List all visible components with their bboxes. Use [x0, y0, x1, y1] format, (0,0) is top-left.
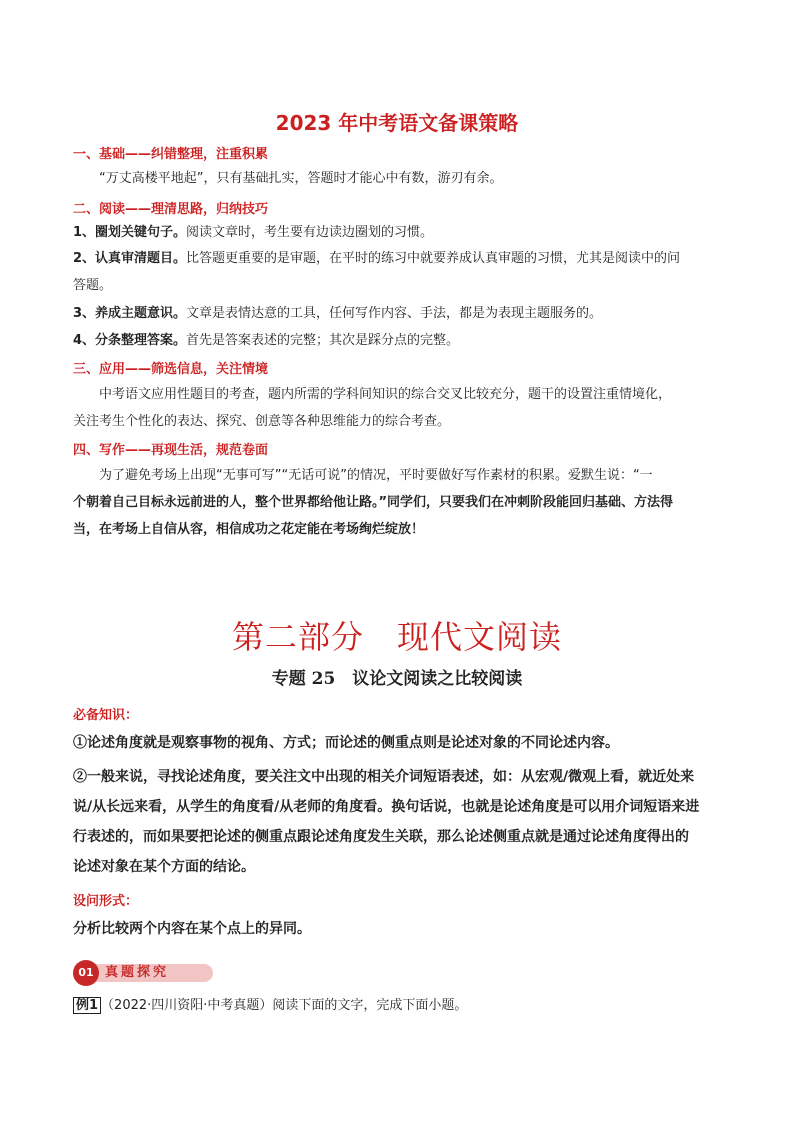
section-badge	[73, 960, 213, 986]
reading-item-2-continued: 答题。	[73, 278, 113, 293]
writing-line-2: 个朝着自己目标永远前进的人，整个世界都给他让路。”同学们，只要我们在冲刺阶段能回归基础、方法得	[73, 495, 674, 510]
knowledge-point-2-line-3: 行表述的，而如果要把论述的侧重点跟论述角度发生关联，那么论述侧重点就是通过论述角度得出的	[73, 829, 689, 845]
example-source: （2022·四川资阳·中考真题）	[101, 998, 273, 1013]
badge-label: 真题探究	[95, 964, 213, 982]
question-form-text: 分析比较两个内容在某个点上的异同。	[73, 921, 311, 937]
document-title: 2023 年中考语文备课策略	[275, 111, 519, 135]
reading-item-1	[73, 223, 433, 243]
section-heading-application: 三、应用——筛选信息，关注情境	[73, 362, 269, 377]
reading-item-text: 比答题更重要的是审题，在平时的练习中就要养成认真审题的习惯，尤其是阅读中的问	[186, 251, 681, 266]
writing-line-3: 当，在考场上自信从容，相信成功之花定能在考场绚烂绽放！	[73, 522, 425, 537]
reading-item-text: 阅读文章时，考生要有边读边圈划的习惯。	[186, 225, 434, 240]
knowledge-heading: 必备知识：	[73, 708, 139, 723]
part-title: 第二部分 现代文阅读	[231, 618, 562, 656]
application-line-1: 中考语文应用性题目的考查，题内所需的学科间知识的综合交叉比较充分，题干的设置注重情境化，	[99, 387, 672, 402]
reading-item-lead: 2、认真审清题目。	[73, 251, 187, 266]
section-heading-reading: 二、阅读——理清思路，归纳技巧	[73, 202, 269, 217]
reading-item-3	[73, 304, 602, 324]
example-tag: 例1	[73, 997, 101, 1014]
section-heading-basics: 一、基础——纠错整理，注重积累	[73, 147, 269, 162]
reading-item-lead: 4、分条整理答案。	[73, 333, 187, 348]
reading-item-lead: 3、养成主题意识。	[73, 306, 187, 321]
reading-item-2	[73, 249, 680, 269]
example-text: 阅读下面的文字，完成下面小题。	[272, 998, 468, 1013]
topic-title: 专题 25 议论文阅读之比较阅读	[271, 669, 523, 689]
reading-item-text: 文章是表情达意的工具，任何写作内容、手法，都是为表现主题服务的。	[186, 306, 603, 321]
reading-item-4	[73, 331, 459, 351]
knowledge-point-2-line-1: ②一般来说，寻找论述角度，要关注文中出现的相关介词短语表述，如：从宏观/微观上看，就近处来	[73, 769, 695, 785]
application-line-2: 关注考生个性化的表达、探究、创意等各种思维能力的综合考查。	[73, 414, 451, 429]
reading-item-text: 首先是答案表述的完整；其次是踩分点的完整。	[186, 333, 460, 348]
knowledge-point-2-line-4: 论述对象在某个方面的结论。	[73, 859, 255, 875]
question-form-heading: 设问形式：	[73, 894, 139, 909]
reading-item-lead: 1、圈划关键句子。	[73, 225, 187, 240]
example-line	[73, 996, 467, 1016]
knowledge-point-1: ①论述角度就是观察事物的视角、方式；而论述的侧重点则是论述对象的不同论述内容。	[73, 735, 619, 751]
section-heading-writing: 四、写作——再现生活，规范卷面	[73, 443, 269, 458]
section-basics-body: “万丈高楼平地起”，只有基础扎实，答题时才能心中有数，游刃有余。	[99, 171, 503, 186]
knowledge-point-2-line-2: 说/从长远来看，从学生的角度看/从老师的角度看。换句话说，也就是论述角度是可以用介词短语来进	[73, 799, 700, 815]
badge-number: 01	[73, 960, 99, 986]
writing-line-1: 为了避免考场上出现“无事可写”“无话可说”的情况，平时要做好写作素材的积累。爱默生说：“一	[99, 468, 653, 483]
